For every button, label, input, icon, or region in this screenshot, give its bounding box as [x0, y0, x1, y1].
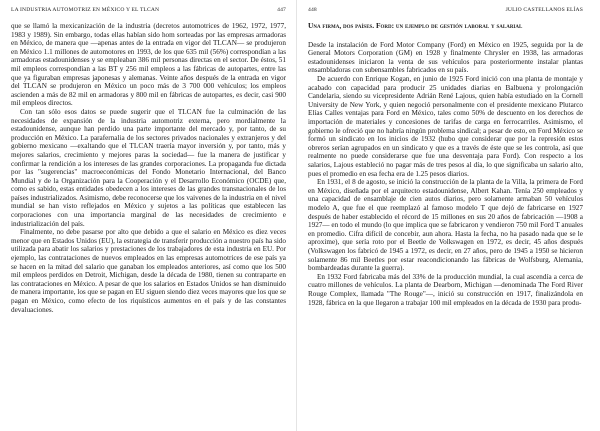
book-gutter [296, 0, 297, 431]
paragraph: Finalmente, no debe pasarse por alto que debido a que el salario en México es diez veces menor que en Estados Unidos (EU), la estrategia de transferir producción a nuestro país ha sido utilizada para abatir los salarios y prestaciones de los trabajadores de esta industria en EU. Por ejemplo, las contrataciones de nuevos empleados en las empresas automotrices de ese país ya se hacen en la mitad del salario que ganaban los empleados anteriores, así como que los 500 mil empleos perdidos en Detroit, Michigan, desde la década de 1980, tienen su contraparte en las contrataciones en México. A pesar de que los salarios en Estados Unidos se han disminuido de manera importante, los que se pagan en EU siguen siendo diez veces mayores que los que se pagan en México, como efecto de los riquísticos aumentos en el país y de las constantes devaluaciones. [11, 228, 286, 314]
paragraph: Con tan sólo esos datos se puede sugerir que el TLCAN fue la culminación de las necesidades de expansión de la industria automotriz externa, pero mordialmente la estadounidense, aunque han perdido una parte importante del mercado y, por tanto, de su producción en México. La parafernalia de los sectores privados nacionales y extranjeros y del gobierno mexicano —exaltando que el TLCAN traería mayor inversión y, por tanto, más y mejores salarios, crecimiento y mejores paras la sociedad— fue la manera de justificar y confirmar la rendición a los intereses de las grandes corporaciones. La propaganda fue dictada por las "sugerencias" macroeconómicas del Fondo Monetario Internacional, del Banco Mundial y de la Organización para la Cooperación y el Desarrollo Económico (OCDE) que, como es sabido, estas entidades obedecen a los intereses de las grandes transnacionales de los países industrializados. Asimismo, debe reconocerse que los vaivenes de la industria en el nivel mundial se han visto reflejados en México y sujetos a las políticas que establecen las corporaciones con una importancia marginal de las necesidades de crecimiento e industrialización del país. [11, 107, 286, 228]
right-page [300, 0, 592, 431]
paragraph: De acuerdo con Enrique Kogan, en junio de 1925 Ford inició con una planta de montaje y acabado con capacidad para producir 25 unidades diarias en Balbuena y prolongación Candelaria, siendo su vicepresidente Adrián René Lajous, quien había estudiado en la Cornell University de New York, y quien negoció personalmente con el presidente mexicano Plutarco Elías Calles ventajas para Ford en México, tales como 50% de descuento en los derechos de importación de materiales y concesiones de tarifas de carga en ferrocarriles. Asimismo, el gobierno le ofreció que no habría ningún problema sindical; a pesar de esto, en Ford México se formó un sindicato en los inicios de 1932 (hubo que considerar que por la represión estos obreros serían agrupados en un sindicato y que es a través de éste que se les controla, así que realmente no puede considerarse que fue una desventaja para Ford). Con respecto a los salarios, Lajous estableció no pagar más de tres pesos al día, lo que significaba un salario alto, pues el promedio en esa fecha era de 1.25 pesos diarios. [308, 75, 583, 178]
running-title: LA INDUSTRIA AUTOMOTRIZ EN MÉXICO Y EL TLCAN [11, 7, 160, 13]
running-author: JULIO CASTELLANOS ELÍAS [505, 7, 583, 13]
right-page-number: 448 [308, 7, 317, 13]
right-running-head [308, 7, 583, 13]
left-body-text [11, 22, 286, 314]
section-heading: Una firma, dos países. Ford: un ejemplo de gestión laboral y salarial [308, 21, 523, 30]
right-body-text [308, 41, 583, 307]
paragraph: En 1932 Ford fabricaba más del 33% de la producción mundial, la cual ascendía a cerca de cuatro millones de vehículos. La planta de Dearborn, Michigan —denominada The Ford River Rouge Complex, llamada "The Rouge"—, inició su construcción en 1917, finalizándola en 1928, fábrica en la que llegaron a trabajar 100 mil empleados en la década de 1930 para produ- [308, 272, 583, 307]
paragraph: En 1931, el 8 de agosto, se inició la construcción de la planta de la Villa, la primera de Ford en México, diseñada por el arquitecto estadounidense, Albert Kahan. Tenía 250 empleados y una capacidad de ensamblaje de cien autos diarios, pero solamente armaban 50 vehículos modelo A, que fue el que reemplazó al famoso modelo T que dejó de fabricarse en 1927 después de haber establecido el récord de 15 millones en sus 20 años de fabricación —1908 a 1927— en todo el mundo (lo que implica que se fabricaron y vendieron 750 mil Ford T anuales en promedio. Cifra difícil de concebir, aun ahora. Hasta la fecha, no ha pasado nada que se le aproxime), que sería roto por el Beetle de Volkswagen en 1972, es decir, 45 años después (Volkswagen los fabricó de 1945 a 1972, es decir, en 27 años, pero de 1945 a 1950 se hicieron solamente 86 mil Beetles por estar reacondicionando las fábricas de Wolfsburg, Alemania, bombardeadas durante la guerra). [308, 178, 583, 273]
left-page [0, 0, 292, 431]
left-page-number: 447 [277, 7, 286, 13]
paragraph: que se llamó la mexicanización de la industria (decretos automotrices de 1962, 1972, 1977, 1983 y 1989). Sin embargo, todas ellas habían sido hom sorteadas por las empresas armadoras en México, de manera que —apenas antes de la entrada en vigor del TLCAN— se produjeron en México 1.1 millones de automotores en 1993, de los que 635 mil (56%) correspondían a las armadoras estadounidenses y se empleaban 386 mil personas directas en el sector. De éstos, 51 mil empleos correspondían a las BT y 256 mil empleos a las fábricas de autopartes, entre las que ya figuraban empresas japonesas y alemanas. Veinte años después de la entrada en vigor del TLCAN se produjeron en México un poco más de 3 700 000 vehículos; los empleos ascienden a más de 82 mil en armadoras y 800 mil en fábricas de autopartes, es decir, casi 900 mil empleos directos. [11, 22, 286, 108]
paragraph: Desde la instalación de Ford Motor Company (Ford) en México en 1925, seguida por la de General Motors Corporation (GM) en 1928 y finalmente Chrysler en 1938, las armadoras estadounidenses iniciaron la venta de sus vehículos para posteriormente instalar plantas ensambladoras con subensambles fabricados en su país. [308, 40, 583, 75]
left-running-head [11, 7, 286, 13]
